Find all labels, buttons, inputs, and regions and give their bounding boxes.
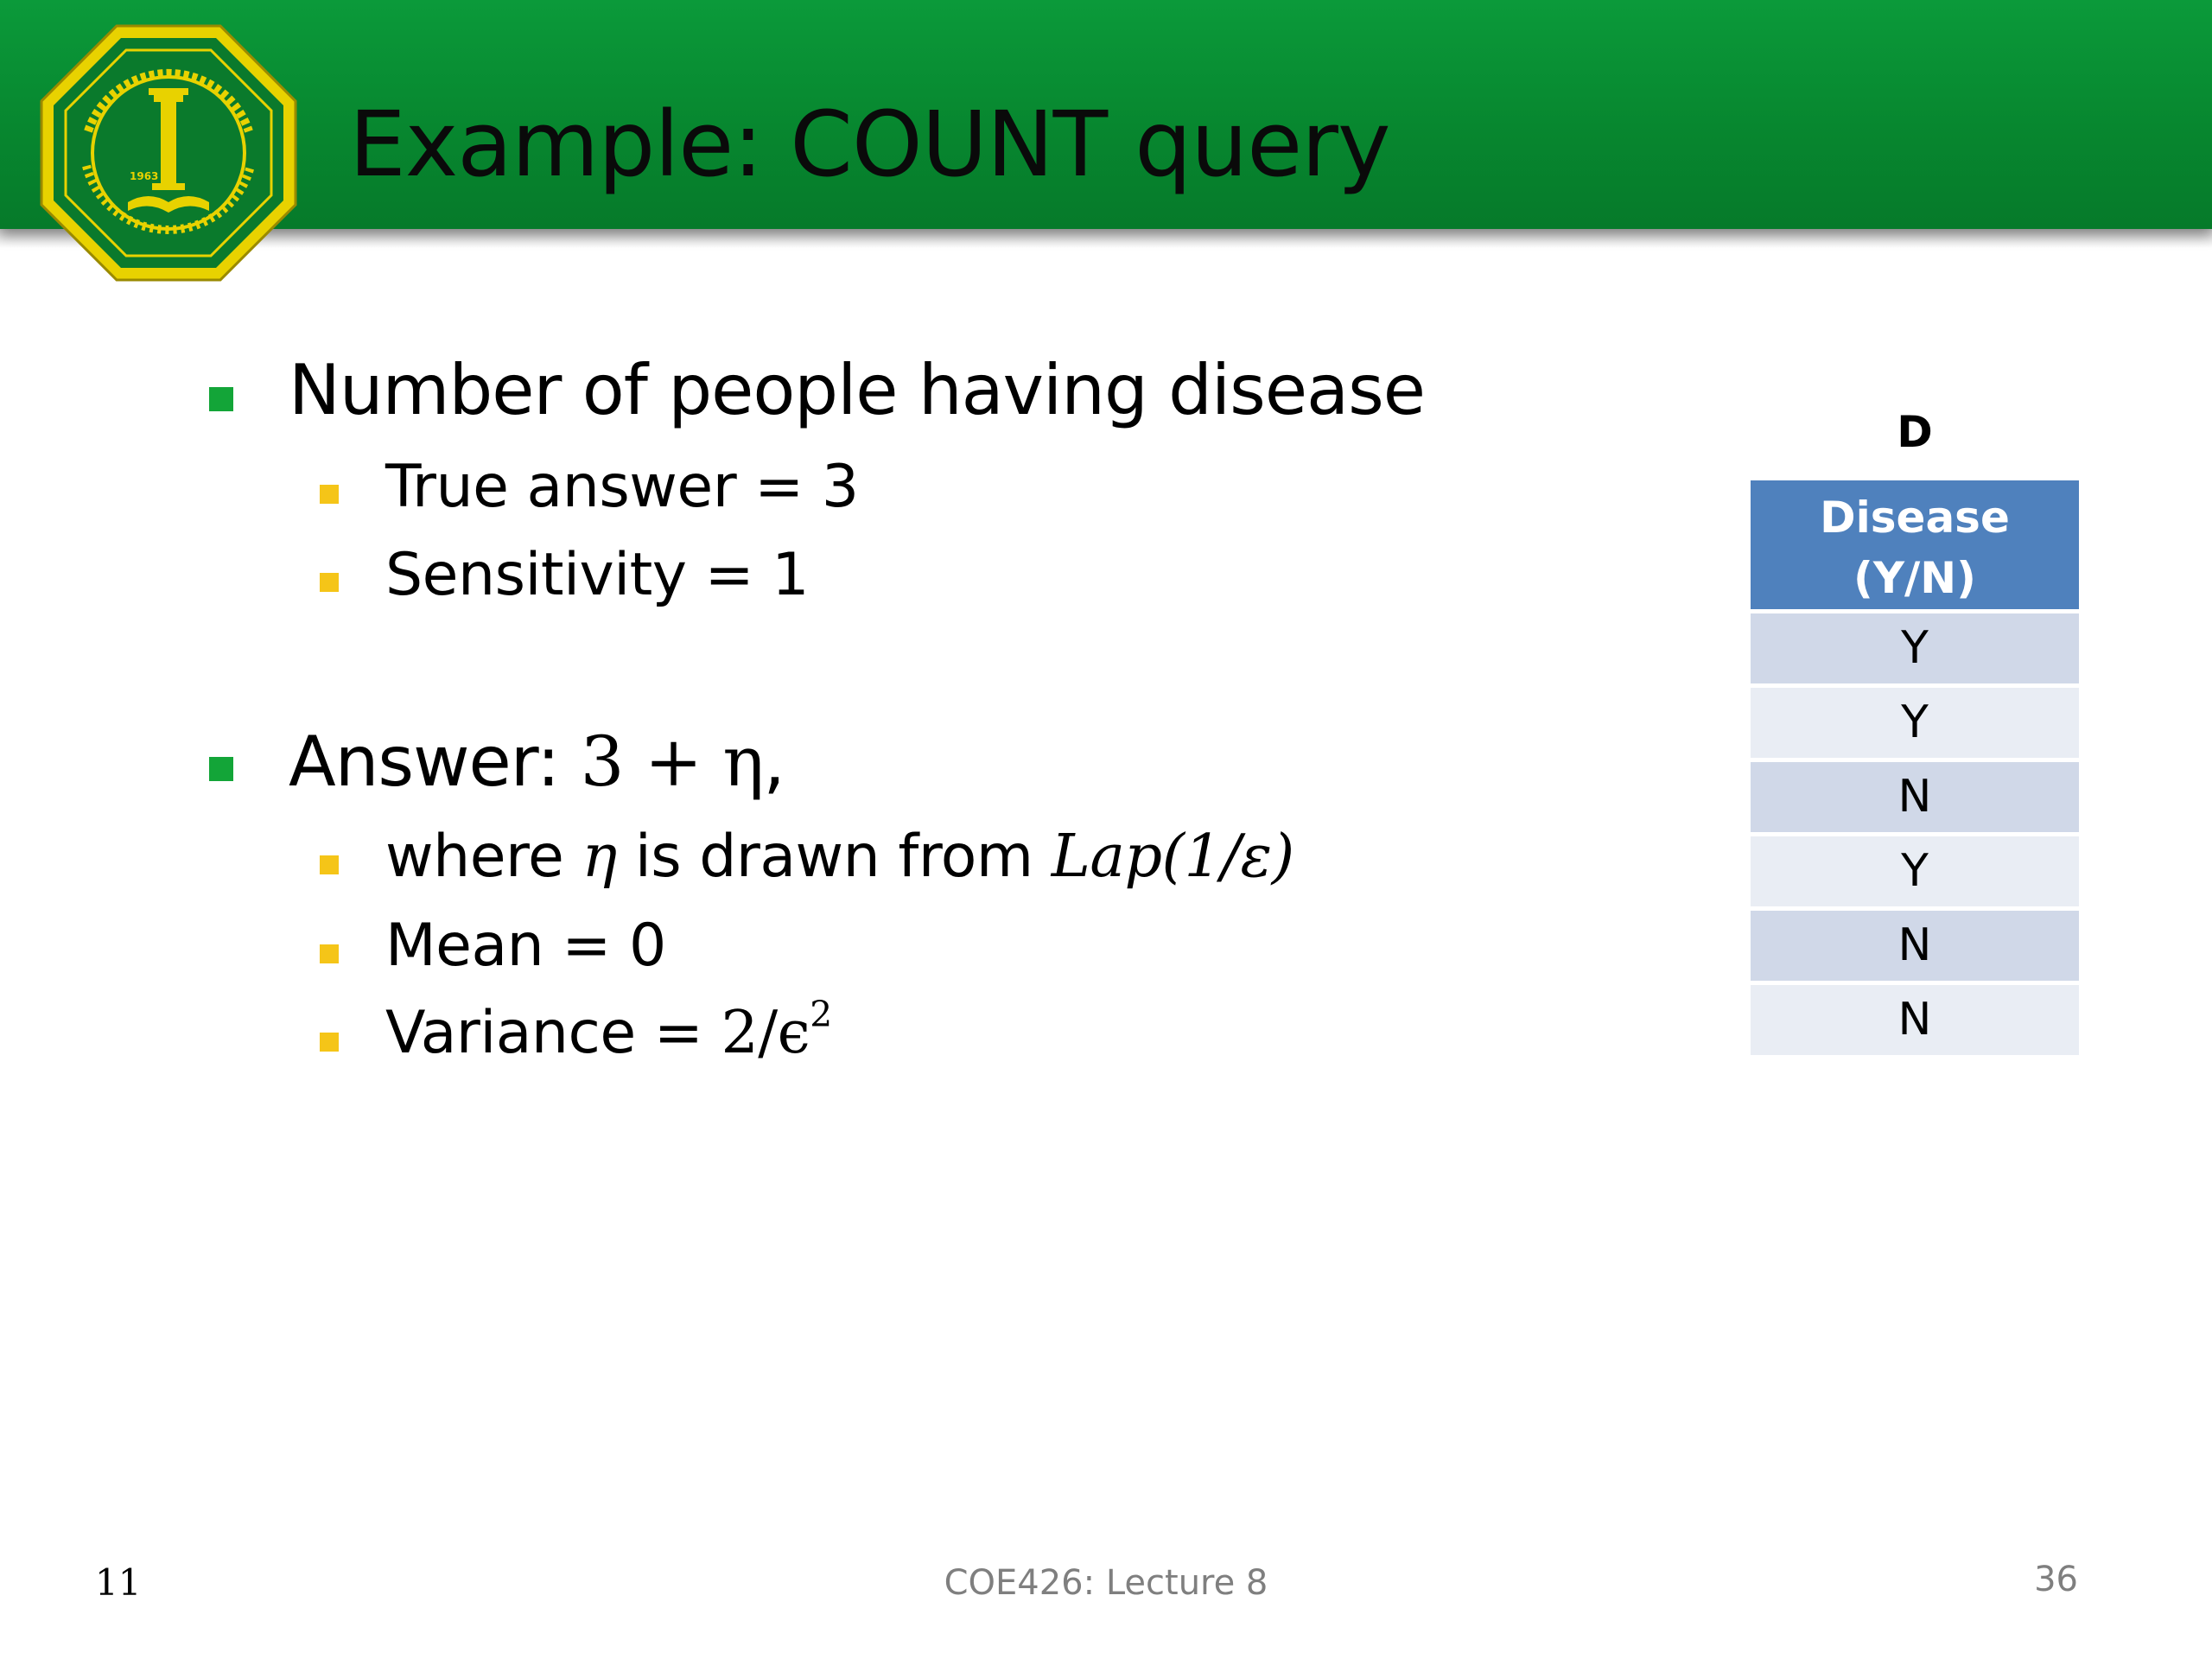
table-header-line2: (Y/N) — [1853, 553, 1977, 603]
table-row: Y — [1751, 688, 2079, 762]
bullet-where-eta — [385, 821, 1294, 893]
bullet-marker-green — [209, 387, 233, 411]
where-text: where — [385, 823, 582, 891]
table-header — [1751, 480, 2079, 613]
university-seal-logo — [35, 19, 302, 287]
footer-lecture: COE426: Lecture 8 — [944, 1563, 1268, 1603]
bullet-marker-yellow — [320, 855, 339, 874]
header-shadow — [0, 229, 2212, 248]
table-row: N — [1751, 911, 2079, 985]
answer-formula: 3 + η — [580, 721, 764, 802]
bullet-marker-yellow — [320, 485, 339, 504]
answer-comma: , — [763, 721, 785, 802]
bullet-marker-yellow — [320, 1033, 339, 1052]
slide-title: Example: COUNT query — [349, 92, 1390, 197]
bullet-number-of-people: Number of people having disease — [289, 350, 1425, 430]
bullet-marker-yellow — [320, 944, 339, 963]
bullet-marker-green — [209, 757, 233, 781]
bullet-marker-yellow — [320, 573, 339, 592]
bullet-answer — [289, 721, 785, 804]
answer-label: Answer: — [289, 721, 581, 802]
variance-label: Variance = — [385, 999, 721, 1067]
table-header-line1: Disease — [1820, 493, 2010, 543]
bullet-sensitivity: Sensitivity = 1 — [385, 541, 809, 609]
table-caption: D — [1897, 407, 1933, 457]
eta-symbol: η — [582, 823, 617, 891]
bullet-true-answer: True answer = 3 — [385, 453, 859, 521]
bullet-variance — [385, 994, 832, 1070]
table-row: Y — [1751, 836, 2079, 911]
variance-exponent: 2 — [810, 994, 832, 1036]
bullet-mean: Mean = 0 — [385, 912, 666, 980]
seal-year: 1963 — [130, 170, 159, 182]
table-row: Y — [1751, 613, 2079, 688]
variance-formula: 2/ϵ — [721, 999, 810, 1067]
footer-slide-number: 36 — [2034, 1560, 2078, 1599]
table-row: N — [1751, 985, 2079, 1059]
disease-table — [1751, 480, 2079, 1059]
table-row: N — [1751, 762, 2079, 836]
laplace-formula: Lap(1/ε) — [1051, 823, 1294, 891]
drawn-from-text: is drawn from — [616, 823, 1052, 891]
footer-page-index: 11 — [95, 1561, 142, 1604]
